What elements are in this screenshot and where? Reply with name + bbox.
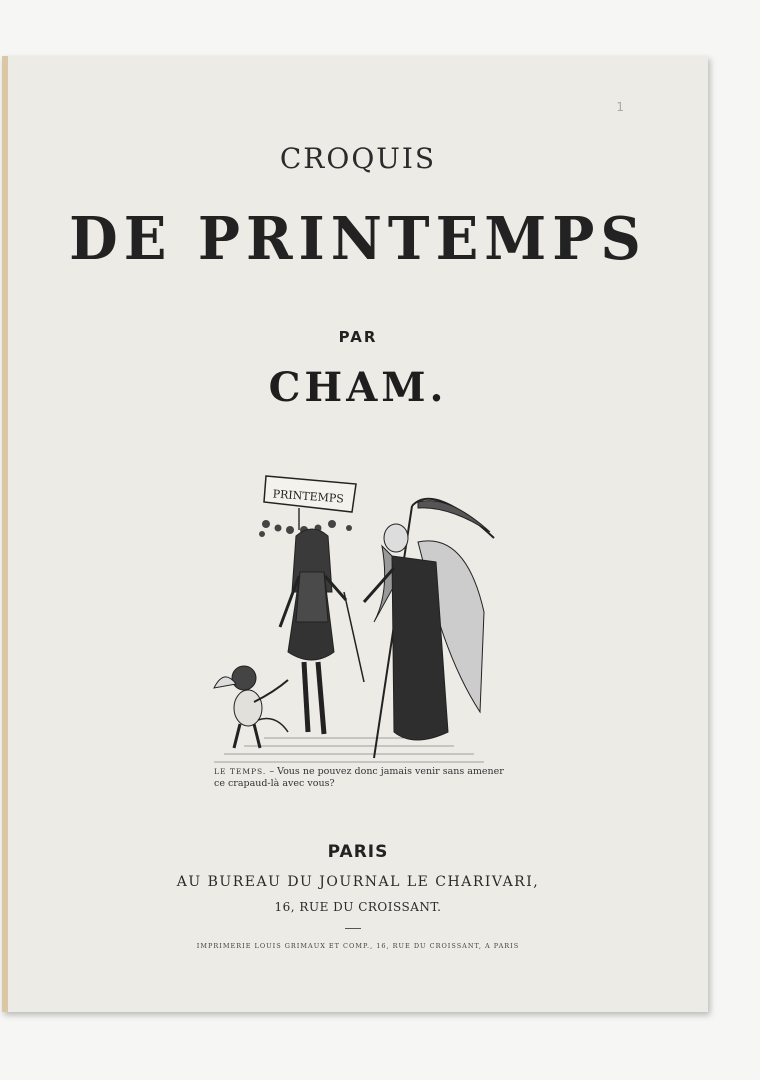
frontispiece-illustration	[204, 472, 504, 764]
title-page	[2, 56, 708, 1012]
caption-line-2: ce crapaud-là avec vous?	[214, 778, 335, 789]
imprint-city: PARIS	[327, 842, 389, 862]
caption-line-1: – Vous ne pouvez donc jamais venir sans amener	[266, 766, 504, 777]
printemps-sign	[264, 476, 356, 530]
ground-hatching	[214, 738, 484, 762]
imprint-address: 16, RUE DU CROISSANT.	[274, 900, 442, 914]
page-number-mark: 1	[616, 100, 624, 114]
author-name: CHAM.	[268, 364, 448, 411]
time-figure	[364, 499, 494, 758]
sign-text: PRINTEMPS	[272, 487, 345, 506]
caption-speaker: LE TEMPS.	[214, 767, 267, 776]
illustration-caption	[214, 766, 514, 790]
by-label: PAR	[338, 328, 378, 346]
title-line-2: DE PRINTEMPS	[69, 204, 647, 274]
imprint-publisher: AU BUREAU DU JOURNAL LE CHARIVARI,	[176, 874, 540, 890]
title-line-1: CROQUIS	[279, 142, 437, 175]
spring-figure	[280, 529, 364, 734]
separator-rule	[345, 928, 361, 929]
cupid-figure	[214, 666, 288, 748]
printer-line: IMPRIMERIE LOUIS GRIMAUX ET COMP., 16, RUE DU CROISSANT, A PARIS	[196, 942, 520, 950]
